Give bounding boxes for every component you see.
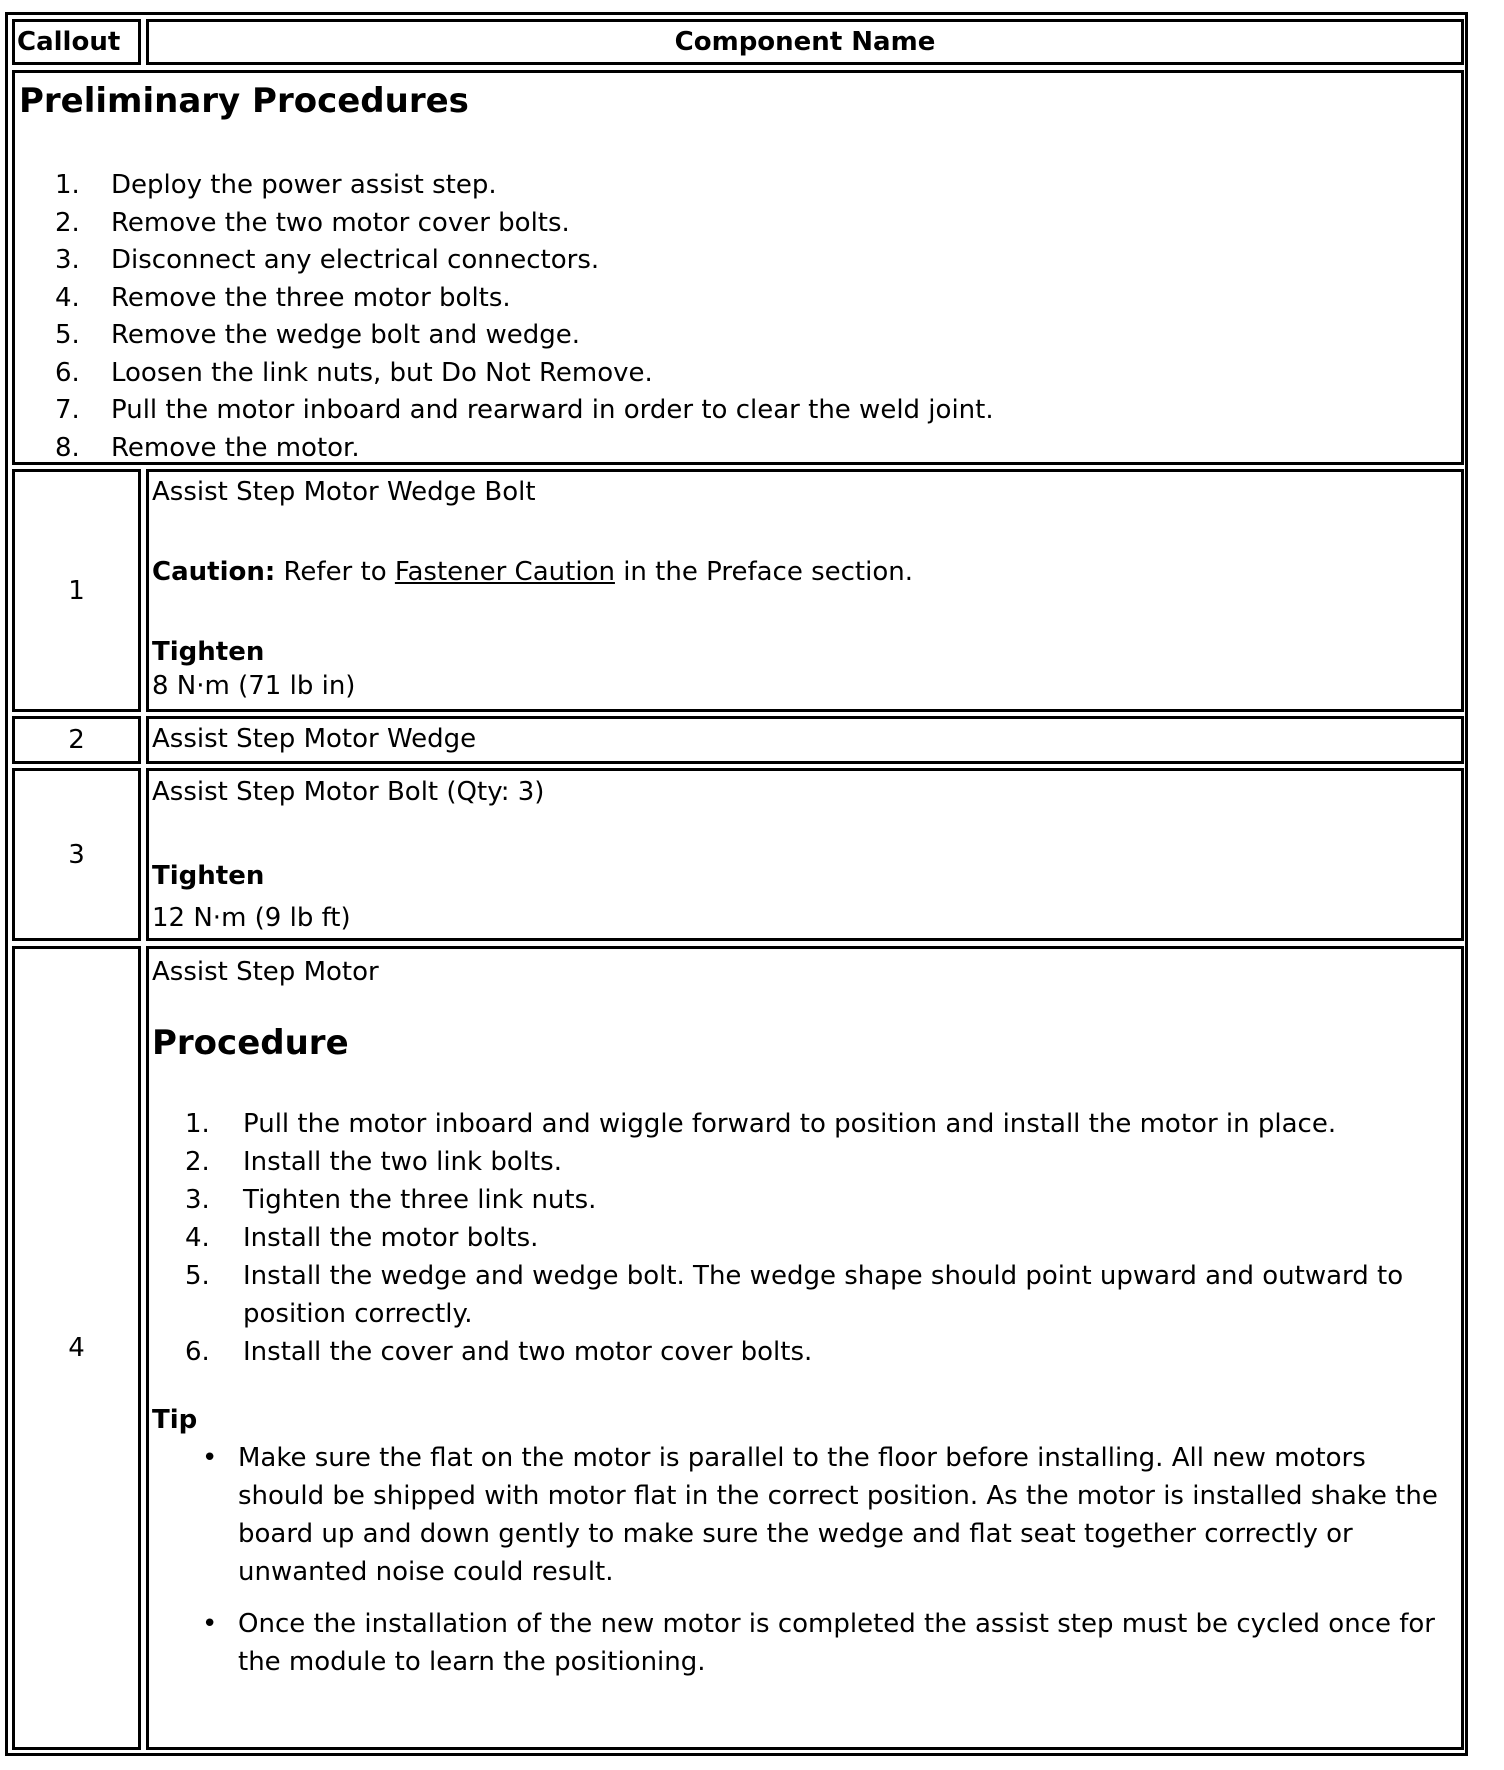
caution-note: Caution: Refer to Fastener Caution in the Preface section. xyxy=(152,557,913,587)
preliminary-procedures-cell xyxy=(12,70,1464,465)
bullet-icon: • xyxy=(202,1609,218,1639)
list-item: 3. Tighten the three link nuts. xyxy=(185,1185,597,1215)
component-1-cell xyxy=(146,469,1464,712)
component-2-cell xyxy=(146,716,1464,764)
list-item: • Once the installation of the new motor is completed the assist step must be cycled once for the module to learn the positioning. xyxy=(152,1605,1452,1681)
list-item: • Make sure the flat on the motor is parallel to the floor before installing. All new motors should be shipped with motor flat in the correct position. As the motor is installed shake the board up and down gently to make sure the wedge and flat seat together correctly or unwanted noise could result. xyxy=(152,1439,1452,1591)
component-4-cell xyxy=(146,946,1464,1750)
callout-number: 4 xyxy=(68,1333,85,1363)
preliminary-steps-list xyxy=(15,167,1455,467)
callout-number: 2 xyxy=(68,725,85,755)
callout-3-cell xyxy=(12,768,141,941)
component-name: Assist Step Motor Wedge xyxy=(152,724,477,754)
header-callout-label: Callout xyxy=(17,27,121,57)
tighten-label: Tighten xyxy=(152,861,265,891)
list-item: 5. Remove the wedge bolt and wedge. xyxy=(55,320,581,350)
list-item: 1. Deploy the power assist step. xyxy=(55,170,497,200)
component-3-cell xyxy=(146,768,1464,941)
list-item: 4. Install the motor bolts. xyxy=(185,1223,539,1253)
list-item: 6. Loosen the link nuts, but Do Not Remove. xyxy=(55,357,653,388)
component-name: Assist Step Motor Bolt (Qty: 3) xyxy=(152,777,545,807)
list-item: 8. Remove the motor. xyxy=(55,432,360,463)
list-item: 5. Install the wedge and wedge bolt. The wedge shape should point upward and outward to position correctly. xyxy=(185,1261,1404,1329)
torque-value: 8 N·m (71 lb in) xyxy=(152,671,356,701)
tighten-label: Tighten xyxy=(152,637,265,667)
header-component-label: Component Name xyxy=(674,27,936,57)
header-callout-cell xyxy=(12,19,141,65)
tips-list xyxy=(152,1439,1452,1681)
caution-label: Caution: xyxy=(152,557,276,587)
fastener-caution-link[interactable]: Fastener Caution xyxy=(394,557,615,587)
preliminary-procedures-title: Preliminary Procedures xyxy=(19,81,469,121)
procedure-steps-list xyxy=(152,1105,1452,1371)
callout-number: 3 xyxy=(68,839,85,870)
header-component-cell xyxy=(146,19,1464,65)
callout-number: 1 xyxy=(68,575,85,606)
torque-value: 12 N·m (9 lb ft) xyxy=(152,903,351,933)
list-item: 6. Install the cover and two motor cover bolts. xyxy=(185,1337,813,1367)
tip-label: Tip xyxy=(152,1405,198,1435)
procedure-title: Procedure xyxy=(152,1023,349,1063)
bullet-icon: • xyxy=(202,1443,218,1473)
component-name: Assist Step Motor Wedge Bolt xyxy=(152,477,536,507)
list-item: 4. Remove the three motor bolts. xyxy=(55,282,511,313)
list-item: 1. Pull the motor inboard and wiggle forward to position and install the motor in place. xyxy=(185,1109,1337,1139)
callout-4-cell xyxy=(12,946,141,1750)
list-item: 7. Pull the motor inboard and rearward in order to clear the weld joint. xyxy=(55,395,994,425)
callout-1-cell xyxy=(12,469,141,712)
list-item: 3. Disconnect any electrical connectors. xyxy=(55,245,600,275)
list-item: 2. Remove the two motor cover bolts. xyxy=(55,207,570,238)
callout-2-cell xyxy=(12,716,141,764)
component-name: Assist Step Motor xyxy=(152,957,379,987)
list-item: 2. Install the two link bolts. xyxy=(185,1147,562,1177)
